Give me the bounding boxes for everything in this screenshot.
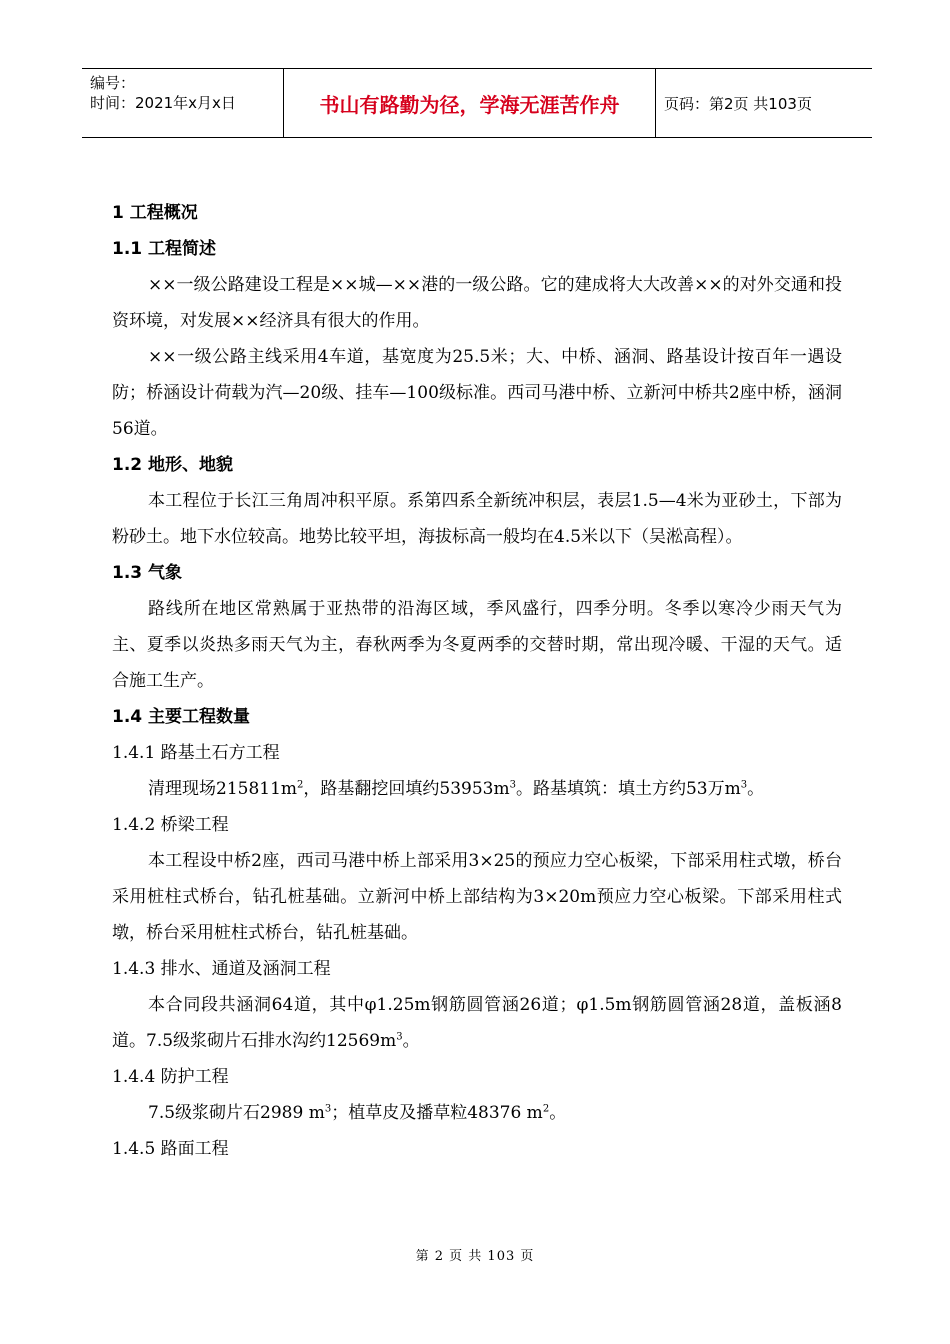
section-heading-1-3: 1.3 气象 (112, 563, 183, 583)
earthwork-sup-b: 3 (509, 779, 516, 791)
earthwork-sup-a: 2 (297, 779, 304, 791)
section-heading-1-4-1: 1.4.1 路基土石方工程 (112, 743, 280, 763)
header-meta (82, 69, 284, 137)
earthwork-text-a: 清理现场215811m (148, 779, 298, 799)
section-heading-1-4-4: 1.4.4 防护工程 (112, 1067, 229, 1087)
time-label: 时间：2021年x月x日 (90, 94, 236, 112)
paragraph-protection (112, 1095, 842, 1131)
paragraph-overview-1: ××一级公路建设工程是××城—××港的一级公路。它的建成将大大改善××的对外交通和投资环境，对发展××经济具有很大的作用。 (112, 275, 842, 331)
section-heading-1-4-2: 1.4.2 桥梁工程 (112, 815, 229, 835)
earthwork-text-d: 。 (747, 779, 765, 799)
protection-text-a: 7.5级浆砌片石2989 m (148, 1103, 325, 1123)
header-page-info: 页码：第2页 共103页 (664, 94, 812, 113)
document-body (112, 196, 842, 1167)
paragraph-earthwork (112, 771, 842, 807)
section-heading-1: 1 工程概况 (112, 203, 198, 223)
protection-text-b: ；植草皮及播草粒48376 m (331, 1103, 543, 1123)
section-heading-1-2: 1.2 地形、地貌 (112, 455, 234, 475)
section-heading-1-4-3: 1.4.3 排水、通道及涵洞工程 (112, 959, 331, 979)
section-heading-1-4: 1.4 主要工程数量 (112, 707, 251, 727)
paragraph-drainage (112, 987, 842, 1059)
protection-text-c: 。 (549, 1103, 567, 1123)
paragraph-terrain: 本工程位于长江三角周冲积平原。系第四系全新统冲积层，表层1.5—4米为亚砂土，下部为粉砂土。地下水位较高。地势比较平坦，海拔标高一般均在4.5米以下（吴淞高程）。 (112, 491, 842, 547)
earthwork-text-b: ，路基翻挖回填约53953m (303, 779, 510, 799)
paragraph-bridges: 本工程设中桥2座，西司马港中桥上部采用3×25的预应力空心板梁，下部采用柱式墩，桥台采用桩柱式桥台，钻孔桩基础。立新河中桥上部结构为3×20m预应力空心板梁。下部采用柱式墩，桥台采用桩柱式桥台，钻孔桩基础。 (112, 851, 842, 943)
earthwork-sup-c: 3 (740, 779, 748, 791)
protection-sup-b: 2 (542, 1103, 550, 1115)
section-heading-1-4-5: 1.4.5 路面工程 (112, 1139, 229, 1159)
page-header (82, 68, 872, 138)
earthwork-text-c: 。路基填筑：填土方约53万m (515, 779, 741, 799)
header-motto: 书山有路勤为径，学海无涯苦作舟 (284, 69, 656, 137)
paragraph-overview-2: ××一级公路主线采用4车道，基宽度为25.5米；大、中桥、涵洞、路基设计按百年一遇设防；桥涵设计荷载为汽—20级、挂车—100级标准。西司马港中桥、立新河中桥共2座中桥，涵洞56道。 (112, 347, 842, 439)
section-heading-1-1: 1.1 工程简述 (112, 239, 217, 259)
paragraph-climate: 路线所在地区常熟属于亚热带的沿海区域，季风盛行，四季分明。冬季以寒冷少雨天气为主、夏季以炎热多雨天气为主，春秋两季为冬夏两季的交替时期，常出现冷暖、干湿的天气。适合施工生产。 (112, 599, 842, 691)
serial-label: 编号： (90, 74, 136, 92)
drainage-text-a: 本合同段共涵洞64道，其中φ1.25m钢筋圆管涵26道；φ1.5m钢筋圆管涵28道，盖板涵8道。7.5级浆砌片石排水沟约12569m (112, 995, 842, 1051)
drainage-sup: 3 (396, 1031, 403, 1043)
page-footer: 第 2 页 共 103 页 (415, 1249, 535, 1264)
drainage-text-b: 。 (402, 1031, 420, 1051)
protection-sup-a: 3 (324, 1103, 332, 1115)
